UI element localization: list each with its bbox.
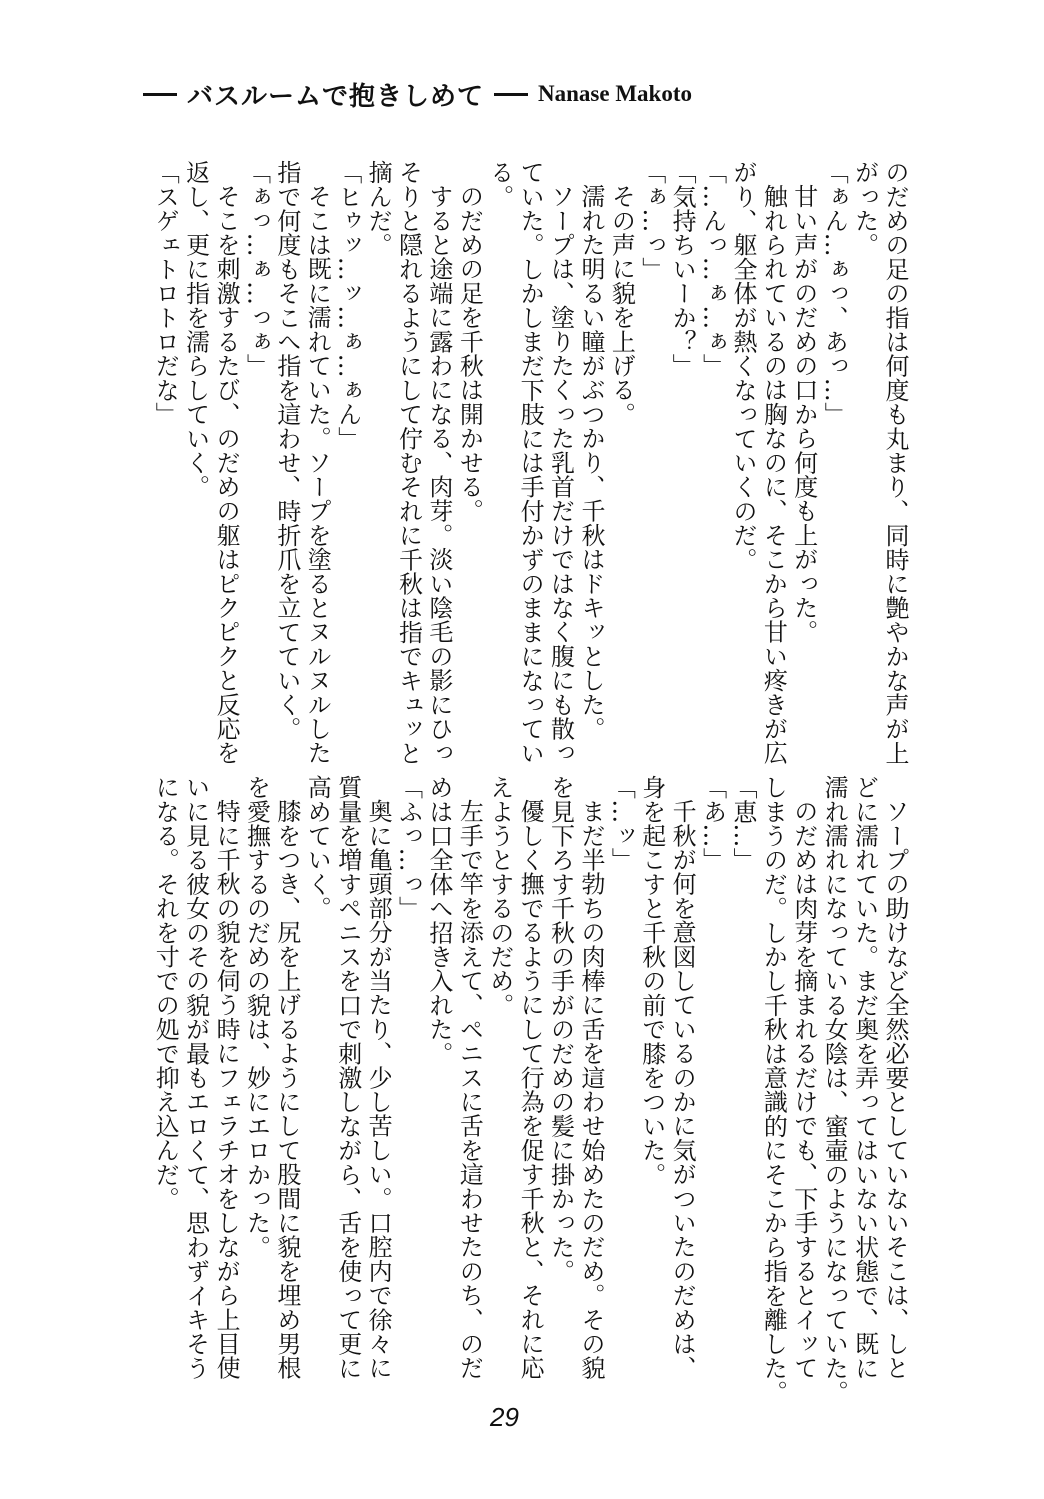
page-number: 29 <box>490 1402 519 1432</box>
text-block-bottom <box>130 775 910 1405</box>
text-column: しまうのだ。しかし千秋は意識的にそこから指を離した。 <box>759 775 788 1405</box>
text-block-top <box>130 160 910 765</box>
text-column: のだめの足を千秋は開かせる。 <box>455 184 484 523</box>
text-column: 「…んっ…ぁ…ぁ」 <box>698 160 727 378</box>
text-column: 高めていく。 <box>303 775 332 921</box>
text-column: 特に千秋の貌を伺う時にフェラチオをしながら上目使 <box>212 799 241 1380</box>
text-column: ソープは、塗りたくった乳首だけではなく腹にも散っ <box>546 184 575 765</box>
text-column: ていた。しかしまだ下肢には手付かずのままになってい <box>516 160 545 765</box>
em-dash-right <box>494 93 528 96</box>
text-column: 甘い声がのだめの口から何度も上がった。 <box>789 184 818 644</box>
text-column: 「ぁ…っ」 <box>637 160 666 281</box>
text-column: その声に貌を上げる。 <box>607 184 636 426</box>
text-column: 千秋が何を意図しているのかに気がついたのだめは、 <box>668 799 697 1380</box>
text-column: になる。それを寸での処で抑え込んだ。 <box>151 775 180 1211</box>
text-column: いに見る彼女のその貌が最もエロくて、思わずイキそう <box>181 775 210 1380</box>
text-column: 優しく撫でるようにして行為を促す千秋と、それに応 <box>516 799 545 1380</box>
text-column: を見下ろす千秋の手がのだめの髪に掛かった。 <box>546 775 575 1284</box>
page-header <box>143 76 692 112</box>
text-column: のだめの足の指は何度も丸まり、同時に艶やかな声が上 <box>881 160 909 765</box>
text-column: 膝をつき、尻を上げるようにして股間に貌を埋め男根 <box>272 799 301 1380</box>
text-column: のだめは肉芽を摘まれるだけでも、下手するとイッて <box>789 799 818 1380</box>
text-column: がった。 <box>850 160 879 257</box>
em-dash-left <box>143 93 177 96</box>
text-column: 「ぁん…ぁっ、あっ…」 <box>820 160 849 427</box>
text-column: まだ半勃ちの肉棒に舌を這わせ始めたのだめ。その貌 <box>576 799 605 1380</box>
text-column: 指で何度もそこへ指を這わせ、時折爪を立てていく。 <box>272 160 301 741</box>
text-column: る。 <box>485 160 514 209</box>
text-column: 返し、更に指を濡らしていく。 <box>181 160 210 499</box>
text-column: 「スゲェトロトロだな」 <box>151 160 180 427</box>
author-name: Nanase Makoto <box>538 81 692 106</box>
text-column: 「気持ちいーか？」 <box>668 160 697 378</box>
text-column: めは口全体へ招き入れた。 <box>424 775 453 1066</box>
text-column: 「あ…」 <box>698 775 727 872</box>
text-column: えようとするのだめ。 <box>485 775 514 1017</box>
text-column: 摘んだ。 <box>364 160 393 257</box>
story-title: バスルームで抱きしめて <box>187 81 485 112</box>
text-column: 「ぁっ…ぁ…っぁ」 <box>242 160 271 378</box>
text-column: 濡れた明るい瞳がぶつかり、千秋はドキッとした。 <box>576 184 605 741</box>
text-column: 触れられているのは胸なのに、そこから甘い疼きが広 <box>759 184 788 765</box>
text-column: を愛撫するのだめの貌は、妙にエロかった。 <box>242 775 271 1259</box>
text-column: がり、躯全体が熱くなっていくのだ。 <box>728 160 757 572</box>
text-column: 質量を増すペニスを口で刺激しながら、舌を使って更に <box>333 775 362 1380</box>
text-column: ソープの助けなど全然必要としていないそこは、しと <box>881 799 909 1380</box>
text-column: 奥に亀頭部分が当たり、少し苦しい。口腔内で徐々に <box>364 799 393 1380</box>
text-column: そこを刺激するたび、のだめの躯はピクピクと反応を <box>212 184 241 765</box>
text-column: 「ヒゥッ…ッ…ぁ…ぁん」 <box>333 160 362 451</box>
text-column: 「…ッ」 <box>607 775 636 872</box>
text-column: 濡れ濡れになっている女陰は、蜜壷のようになっていた。 <box>820 775 849 1405</box>
text-column: そこは既に濡れていた。ソープを塗るとヌルヌルした <box>303 184 332 765</box>
text-column: 「ふっ…っ」 <box>394 775 423 921</box>
text-column: どに濡れていた。まだ奥を弄ってはいない状態で、既に <box>850 775 879 1380</box>
text-column: すると途端に露わになる、肉芽。淡い陰毛の影にひっ <box>424 184 453 765</box>
text-column: 身を起こすと千秋の前で膝をついた。 <box>637 775 666 1187</box>
text-column: そりと隠れるようにして佇むそれに千秋は指でキュッと <box>394 160 423 765</box>
text-column: 「恵…」 <box>728 775 757 872</box>
text-column: 左手で竿を添えて、ペニスに舌を這わせたのち、のだ <box>455 799 484 1380</box>
